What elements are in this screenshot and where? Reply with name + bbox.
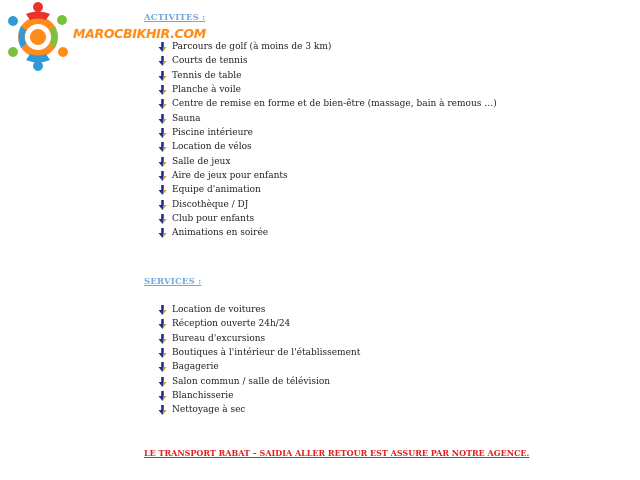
activite-item-label: Aire de jeux pour enfants xyxy=(172,171,288,182)
activite-item-label: Piscine intérieure xyxy=(172,128,254,139)
activite-item-label: Location de vélos xyxy=(172,142,252,153)
activite-item-label: Sauna xyxy=(172,113,201,124)
services-heading: SERVICES : xyxy=(144,277,202,287)
activite-item-label: Equipe d'animation xyxy=(172,185,261,196)
arrow-bullet-icon xyxy=(158,319,167,329)
service-item xyxy=(158,332,360,346)
arrow-bullet-icon xyxy=(158,362,167,372)
activite-item xyxy=(158,155,497,169)
service-item xyxy=(158,303,360,317)
service-item-label: Location de voitures xyxy=(172,305,266,316)
activite-item xyxy=(158,112,497,126)
arrow-bullet-icon xyxy=(158,42,167,52)
service-item xyxy=(158,360,360,374)
service-item-label: Bagagerie xyxy=(172,362,219,373)
service-item xyxy=(158,346,360,360)
activite-item xyxy=(158,212,497,226)
arrow-bullet-icon xyxy=(158,157,167,167)
arrow-bullet-icon xyxy=(158,405,167,415)
activite-item-label: Planche à voile xyxy=(172,85,241,96)
service-item-label: Bureau d'excursions xyxy=(172,333,266,344)
activite-item xyxy=(158,183,497,197)
activite-item xyxy=(158,97,497,111)
arrow-bullet-icon xyxy=(158,305,167,315)
activite-item-label: Parcours de golf (à moins de 3 km) xyxy=(172,42,332,53)
activite-item-label: Tennis de table xyxy=(172,70,242,81)
activite-item-label: Centre de remise en forme et de bien-être (massage, bain à remous …) xyxy=(172,99,497,110)
transport-note: LE TRANSPORT RABAT – SAIDIA ALLER RETOUR EST ASSURE PAR NOTRE AGENCE. xyxy=(144,448,530,458)
activite-item xyxy=(158,226,497,240)
service-item-label: Boutiques à l'intérieur de l'établissement xyxy=(172,348,361,359)
arrow-bullet-icon xyxy=(158,85,167,95)
activite-item xyxy=(158,83,497,97)
arrow-bullet-icon xyxy=(158,334,167,344)
activite-item xyxy=(158,69,497,83)
activite-item xyxy=(158,169,497,183)
arrow-bullet-icon xyxy=(158,142,167,152)
arrow-bullet-icon xyxy=(158,128,167,138)
arrow-bullet-icon xyxy=(158,185,167,195)
arrow-bullet-icon xyxy=(158,214,167,224)
activite-item xyxy=(158,126,497,140)
arrow-bullet-icon xyxy=(158,56,167,66)
services-list xyxy=(158,303,360,418)
activite-item-label: Courts de tennis xyxy=(172,56,248,67)
arrow-bullet-icon xyxy=(158,71,167,81)
activite-item-label: Animations en soirée xyxy=(172,228,269,239)
activites-list xyxy=(158,40,497,241)
service-item xyxy=(158,317,360,331)
arrow-bullet-icon xyxy=(158,348,167,358)
arrow-bullet-icon xyxy=(158,228,167,238)
activite-item-label: Salle de jeux xyxy=(172,156,231,167)
arrow-bullet-icon xyxy=(158,171,167,181)
logo-text: MAROCBIKHIR.COM xyxy=(73,26,206,41)
arrow-bullet-icon xyxy=(158,200,167,210)
service-item-label: Réception ouverte 24h/24 xyxy=(172,319,291,330)
activite-item xyxy=(158,40,497,54)
service-item xyxy=(158,403,360,417)
service-item-label: Salon commun / salle de télévision xyxy=(172,376,331,387)
activites-heading: ACTIVITES : xyxy=(144,13,206,23)
arrow-bullet-icon xyxy=(158,391,167,401)
people-circle-logo-icon xyxy=(0,0,76,72)
activite-item xyxy=(158,54,497,68)
service-item-label: Blanchisserie xyxy=(172,391,234,402)
arrow-bullet-icon xyxy=(158,377,167,387)
service-item-label: Nettoyage à sec xyxy=(172,405,246,416)
arrow-bullet-icon xyxy=(158,99,167,109)
service-item xyxy=(158,389,360,403)
activite-item xyxy=(158,198,497,212)
service-item xyxy=(158,375,360,389)
activite-item-label: Discothèque / DJ xyxy=(172,199,249,210)
activite-item xyxy=(158,140,497,154)
activite-item-label: Club pour enfants xyxy=(172,214,255,225)
arrow-bullet-icon xyxy=(158,114,167,124)
